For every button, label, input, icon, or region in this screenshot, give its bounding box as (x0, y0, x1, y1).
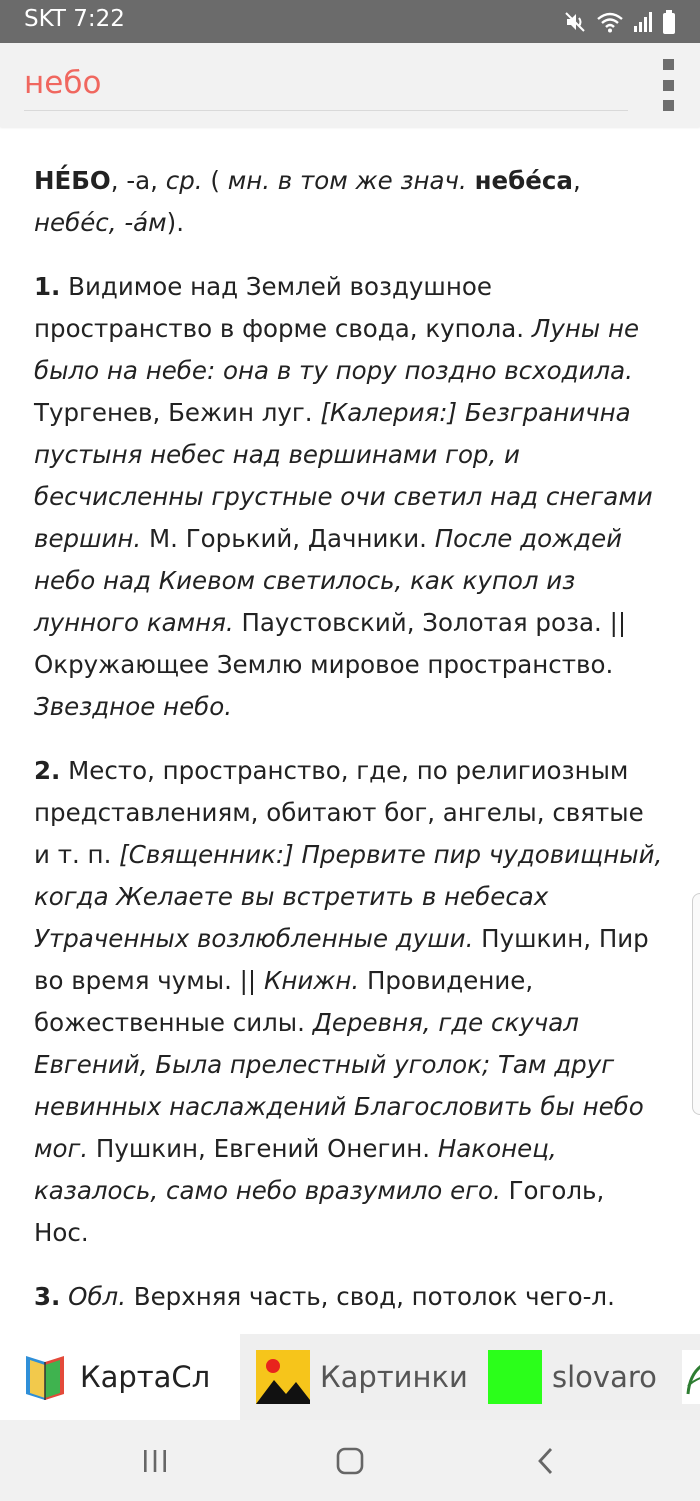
scroll-handle[interactable] (692, 893, 700, 1115)
overflow-menu-icon[interactable] (656, 59, 680, 111)
sense-1: 1. Видимое над Землей воздушное пространство в форме свода, купола. Луны не было на небе: она в ту пору поздно всходила. Тургенев, Бежин луг. [Калерия:] Безгранична пустыня небес над вершинами гор, и бесчисленны грустные очи светил над снегами вершин. М. Горький, Дачники. После дождей небо над Киевом светилось, как купол из лунного камня. Паустовский, Золотая роза. || Окружающее Землю мировое пространство. Звездное небо. (34, 272, 653, 721)
green-square-icon (488, 1350, 542, 1404)
back-button[interactable] (506, 1420, 586, 1501)
search-input[interactable]: небо (24, 65, 102, 101)
tab-kartasl[interactable] (0, 1334, 240, 1420)
menu-dot (663, 100, 674, 111)
system-nav-bar (0, 1420, 700, 1501)
home-icon (335, 1446, 365, 1476)
mute-icon (564, 11, 588, 33)
dictionary-article (34, 160, 664, 1340)
image-icon (256, 1350, 310, 1404)
tab-partial[interactable] (682, 1334, 700, 1420)
bottom-tabs (0, 1334, 700, 1420)
app-bar (0, 43, 700, 127)
tab-label: Картинки (320, 1360, 468, 1394)
menu-dot (663, 80, 674, 91)
recents-icon (140, 1448, 170, 1474)
article-header (34, 160, 664, 244)
home-button[interactable] (310, 1420, 390, 1501)
wifi-icon (596, 11, 624, 33)
leaf-icon (682, 1350, 700, 1404)
sense-number: 2. (34, 756, 61, 785)
headword: НЕ́БО (34, 166, 111, 195)
status-icons (564, 10, 676, 34)
sense-2: 2. Место, пространство, где, по религиозным представлениям, обитают бог, ангелы, святые и т. п. [Священник:] Прервите пир чудовищный, когда Желаете вы встретить в небесах Утраченных возлюбленные души. Пушкин, Пир во время чумы. || Книжн. Провидение, божественные силы. Деревня, где скучал Евгений, Была прелестный уголок; Там друг невинных наслаждений Благословить бы небо мог. Пушкин, Евгений Онегин. Наконец, казалось, само небо вразумило его. Гоголь, Нос. (34, 756, 663, 1247)
status-carrier-time: SKT 7:22 (24, 6, 125, 32)
grammar-info: , -а, ср. ( мн. в том же знач. небе́са, небе́с, -а́м). (34, 166, 581, 237)
back-icon (536, 1446, 556, 1476)
tab-label: slovaro (552, 1360, 657, 1394)
signal-icon (632, 11, 654, 33)
tab-kartinki[interactable] (256, 1334, 476, 1420)
recents-button[interactable] (115, 1420, 195, 1501)
status-bar (0, 0, 700, 43)
sense-3: 3. Обл. Верхняя часть, свод, потолок чего-л. (34, 1282, 615, 1311)
tab-label: КартаСл (80, 1360, 211, 1394)
sense-number: 3. (34, 1282, 61, 1311)
search-underline (24, 110, 628, 111)
tab-slovaro[interactable] (488, 1334, 678, 1420)
sense-number: 1. (34, 272, 61, 301)
menu-dot (663, 59, 674, 70)
book-icon (20, 1352, 70, 1402)
battery-icon (662, 10, 676, 34)
